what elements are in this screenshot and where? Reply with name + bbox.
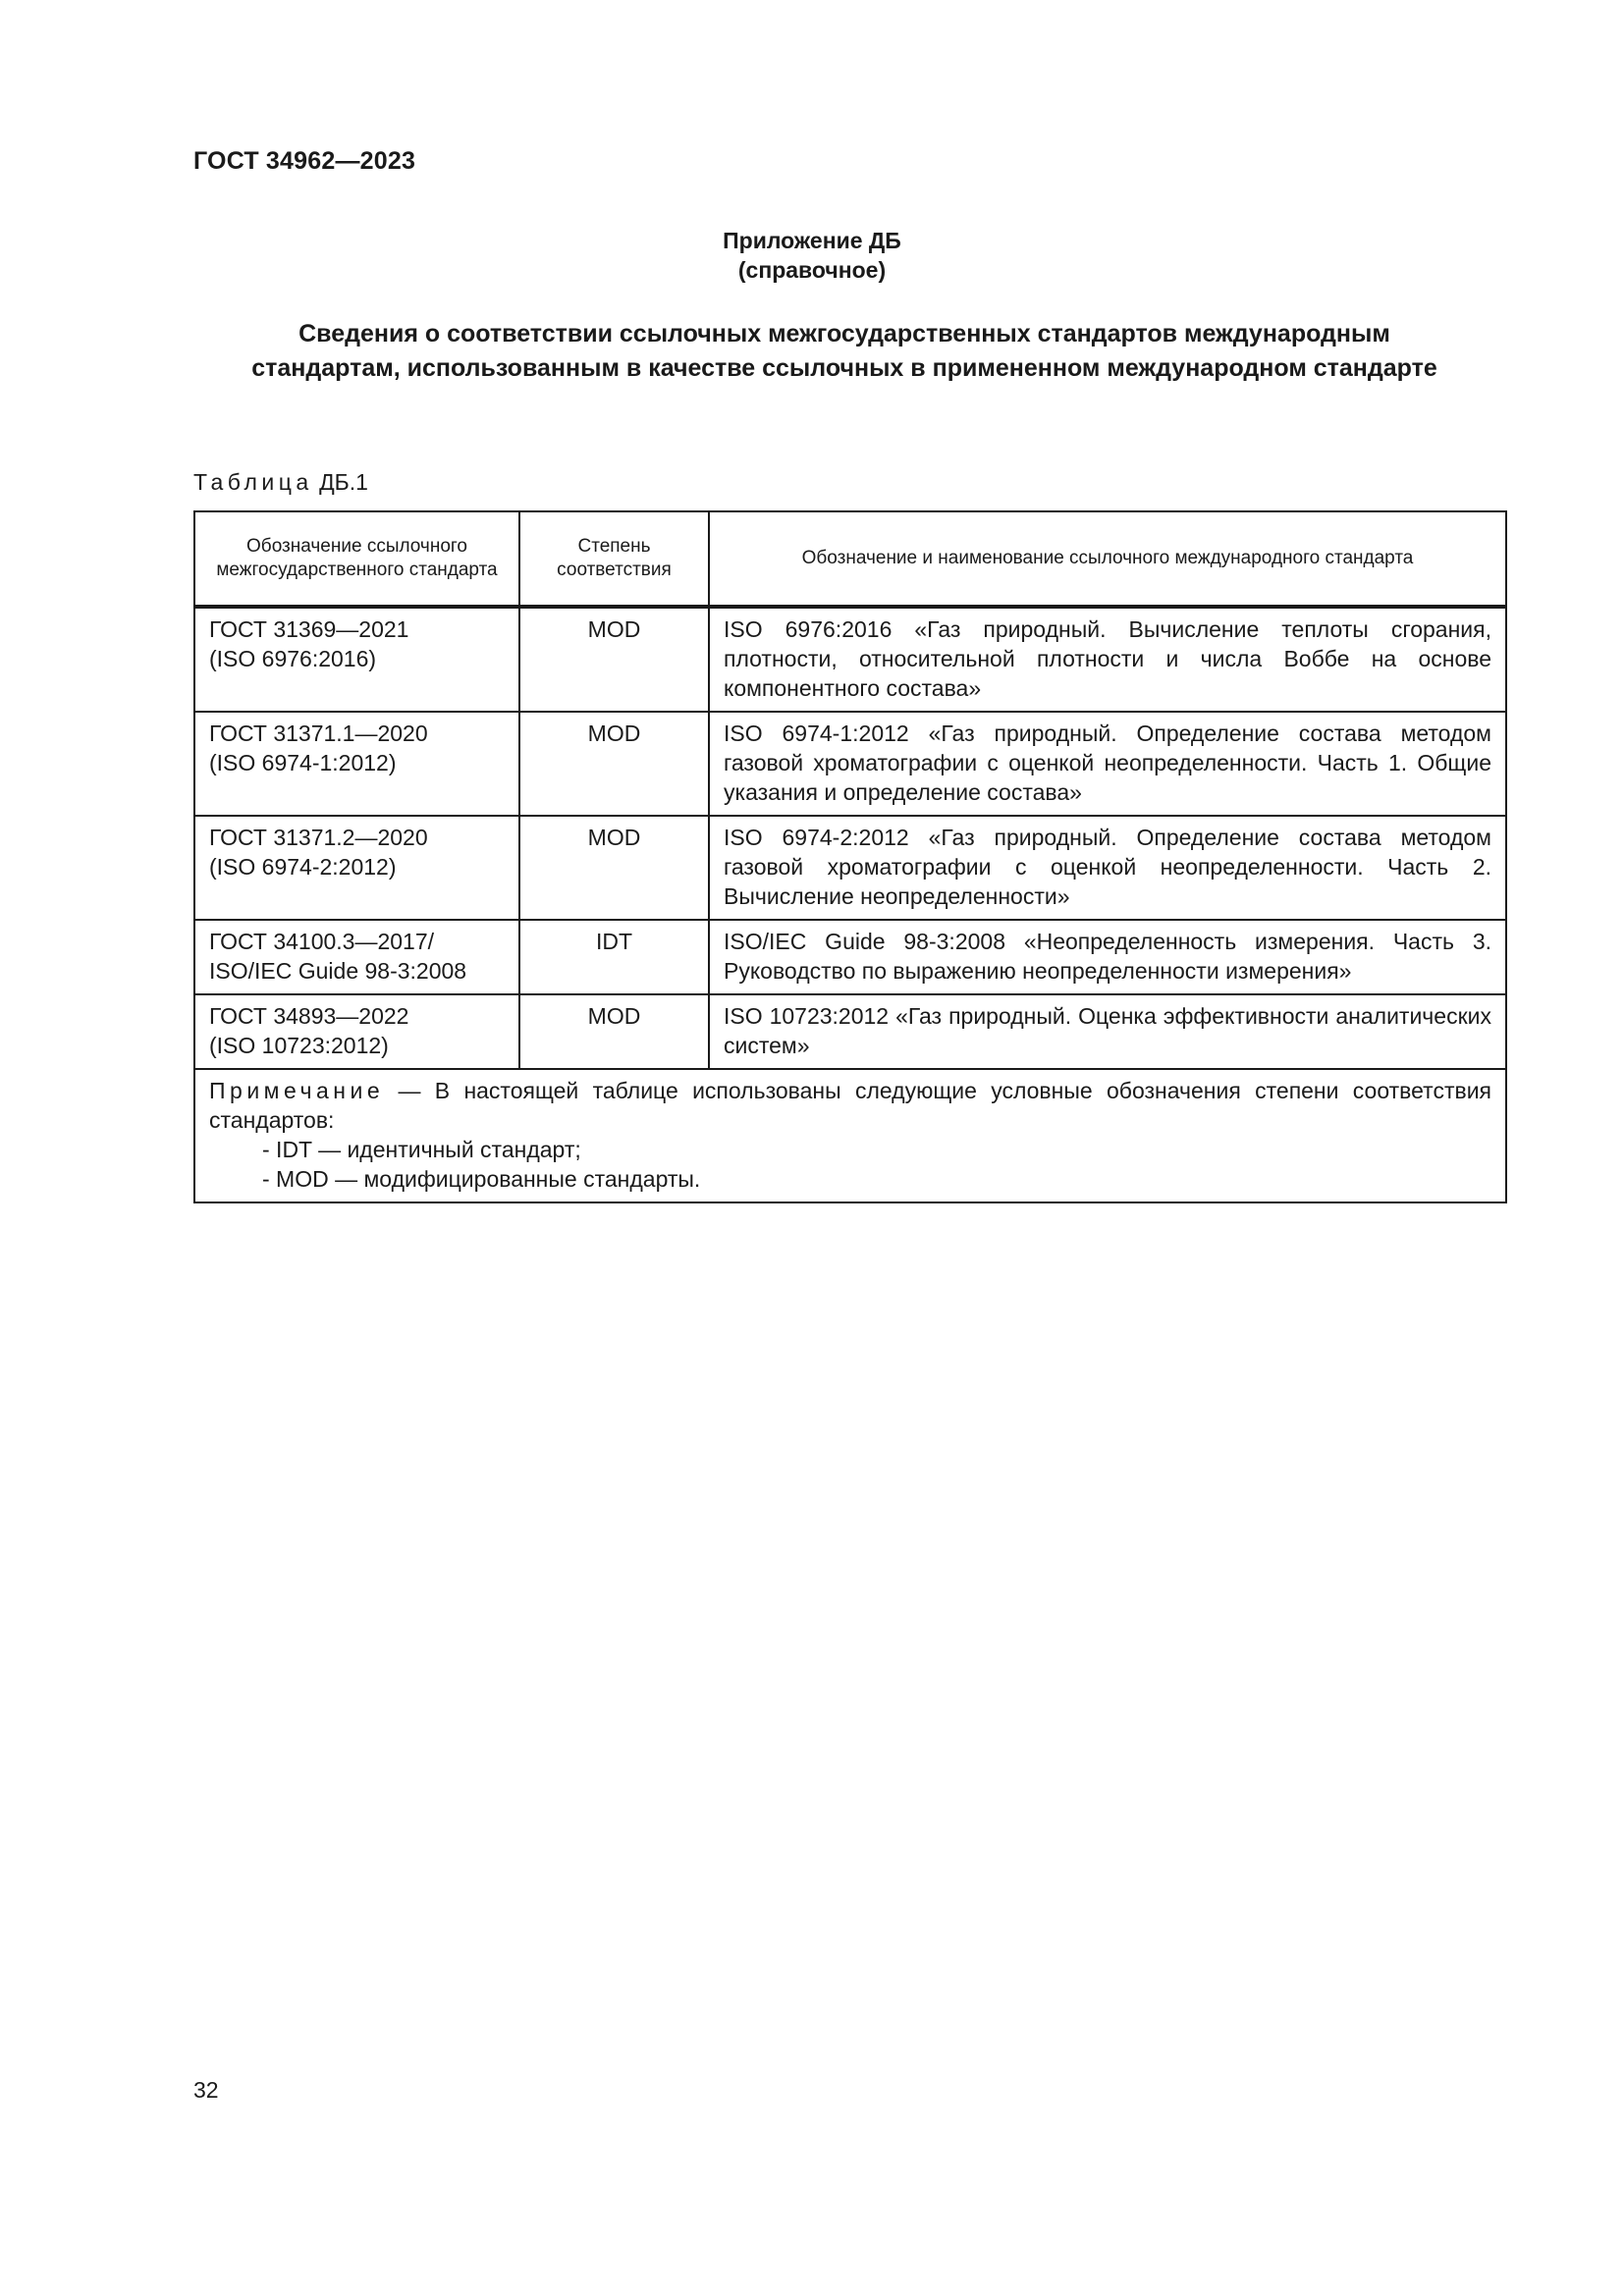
standard-designation: ГОСТ 34962—2023 bbox=[193, 147, 416, 175]
table-note bbox=[194, 1069, 1506, 1202]
annex-label: Приложение ДБ bbox=[723, 228, 901, 253]
column-header-international: Обозначение и наименование ссылочного международного стандарта bbox=[709, 511, 1506, 607]
table-row bbox=[194, 712, 1506, 816]
table-row bbox=[194, 816, 1506, 920]
table-row bbox=[194, 607, 1506, 712]
note-text: — В настоящей таблице использованы следующие условные обозначения степени соответствия стандартов: bbox=[209, 1078, 1491, 1133]
table-caption-number: ДБ.1 bbox=[319, 469, 368, 495]
national-standard-id: ГОСТ 34100.3—2017/ bbox=[209, 929, 435, 954]
annex-title: Сведения о соответствии ссылочных межгосударственных стандартов международным стандартам, использованным в качестве ссылочных в примененном международном стандарте bbox=[251, 320, 1437, 382]
table-row bbox=[194, 920, 1506, 994]
international-standard-cell: ISO 6974-2:2012 «Газ природный. Определение состава методом газовой хроматографии с оценкой неопределенности. Часть 2. Вычисление неопределенности» bbox=[709, 816, 1506, 920]
note-label: Примечание bbox=[209, 1078, 385, 1103]
national-standard-cell bbox=[194, 920, 519, 994]
note-item-idt: - IDT — идентичный стандарт; bbox=[262, 1137, 581, 1162]
national-standard-cell bbox=[194, 607, 519, 712]
national-standard-cell bbox=[194, 994, 519, 1069]
annex-status: (справочное) bbox=[737, 257, 887, 283]
national-standard-cell bbox=[194, 712, 519, 816]
international-standard-cell: ISO/IEC Guide 98-3:2008 «Неопределенность измерения. Часть 3. Руководство по выражению неопределенности измерения» bbox=[709, 920, 1506, 994]
page-number: 32 bbox=[193, 2077, 219, 2103]
reference-standards-table bbox=[193, 510, 1507, 1203]
national-standard-ref: (ISO 6974-2:2012) bbox=[209, 854, 397, 880]
international-standard-cell: ISO 6976:2016 «Газ природный. Вычисление теплоты сгорания, плотности, относительной плотности и числа Воббе на основе компонентного состава» bbox=[709, 607, 1506, 712]
national-standard-id: ГОСТ 31371.1—2020 bbox=[209, 721, 428, 746]
column-header-degree: Степень соответствия bbox=[519, 511, 709, 607]
table-caption bbox=[193, 469, 368, 496]
table-note-row bbox=[194, 1069, 1506, 1202]
degree-cell: IDT bbox=[519, 920, 709, 994]
degree-cell: MOD bbox=[519, 607, 709, 712]
national-standard-ref: (ISO 6974-1:2012) bbox=[209, 750, 397, 775]
national-standard-ref: ISO/IEC Guide 98-3:2008 bbox=[209, 958, 467, 984]
table-row bbox=[194, 994, 1506, 1069]
annex-heading bbox=[0, 226, 1624, 285]
table-header-row bbox=[194, 511, 1506, 607]
degree-cell: MOD bbox=[519, 712, 709, 816]
table-caption-word: Таблица bbox=[193, 469, 313, 495]
national-standard-ref: (ISO 10723:2012) bbox=[209, 1033, 389, 1058]
national-standard-ref: (ISO 6976:2016) bbox=[209, 646, 377, 671]
international-standard-cell: ISO 6974-1:2012 «Газ природный. Определение состава методом газовой хроматографии с оценкой неопределенности. Часть 1. Общие указания и определение состава» bbox=[709, 712, 1506, 816]
national-standard-id: ГОСТ 34893—2022 bbox=[209, 1003, 409, 1029]
degree-cell: MOD bbox=[519, 816, 709, 920]
note-item-mod: - MOD — модифицированные стандарты. bbox=[262, 1166, 701, 1192]
national-standard-id: ГОСТ 31371.2—2020 bbox=[209, 825, 428, 850]
column-header-national: Обозначение ссылочного межгосударственного стандарта bbox=[194, 511, 519, 607]
degree-cell: MOD bbox=[519, 994, 709, 1069]
international-standard-cell: ISO 10723:2012 «Газ природный. Оценка эффективности аналитических систем» bbox=[709, 994, 1506, 1069]
national-standard-cell bbox=[194, 816, 519, 920]
national-standard-id: ГОСТ 31369—2021 bbox=[209, 616, 409, 642]
